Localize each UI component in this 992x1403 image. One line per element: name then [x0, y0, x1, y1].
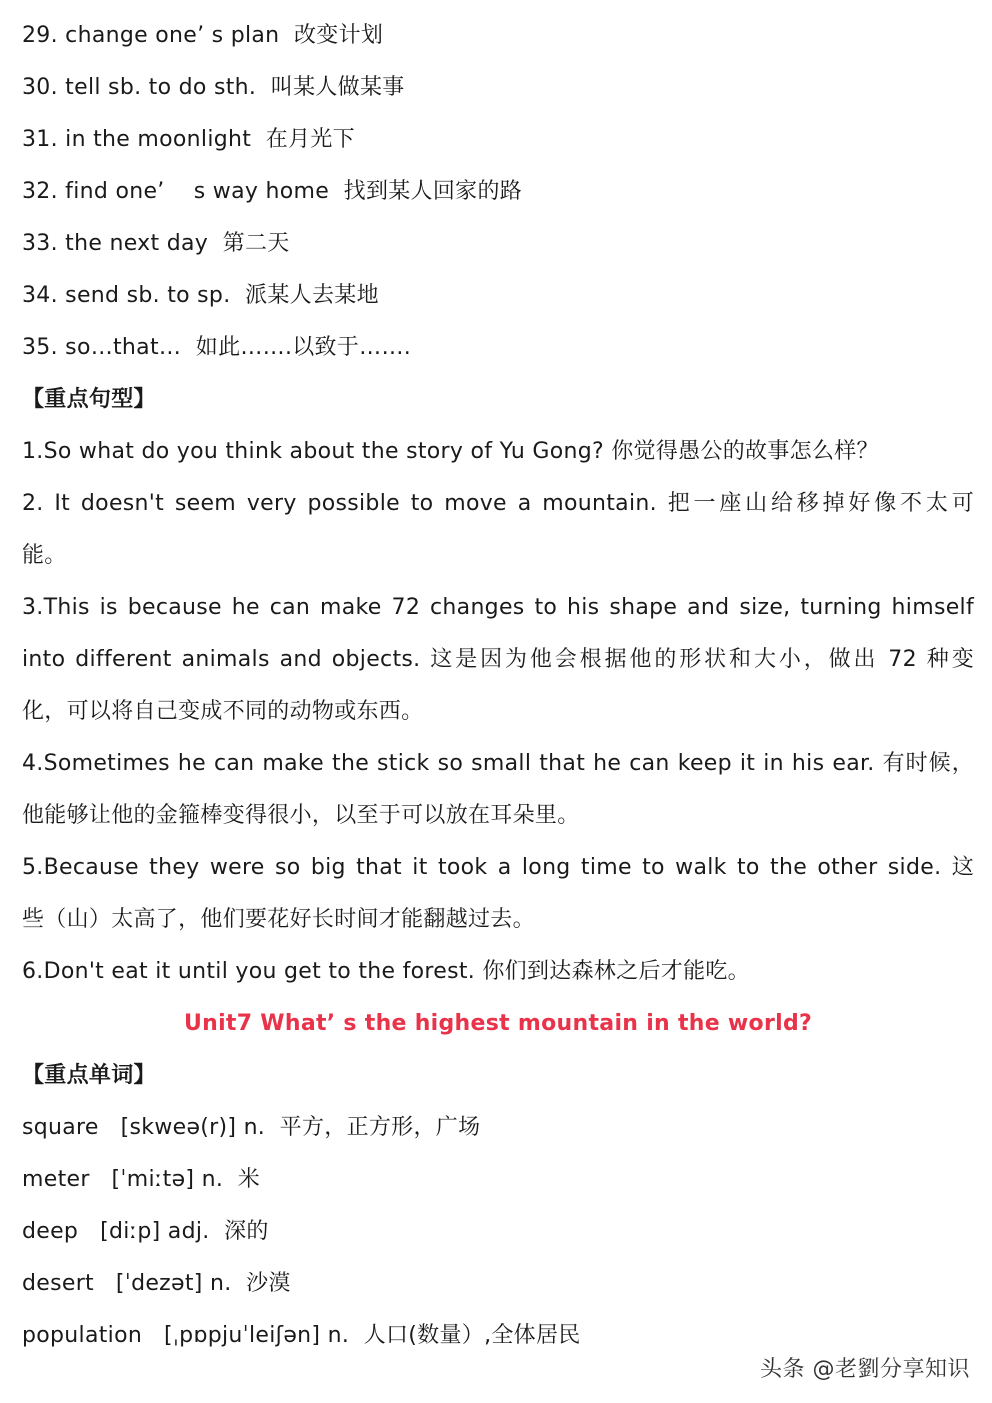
sentence-3-line-3: 化，可以将自己变成不同的动物或东西。: [22, 699, 424, 724]
unit-title: Unit7 What’ s the highest mountain in the world?: [183, 1011, 813, 1036]
phrase-30: 30. tell sb. to do sth. 叫某人做某事: [22, 75, 405, 100]
sentence-5-line-1: 5.Because they were so big that it took a long time to walk to the other side. 这: [22, 855, 974, 880]
phrase-32: 32. find one’ s way home 找到某人回家的路: [22, 179, 523, 204]
vocab-meter: meter [ˈmiːtə] n. 米: [22, 1167, 260, 1192]
key-words-heading: 【重点单词】: [22, 1063, 156, 1088]
sentence-2-line-2: 能。: [22, 543, 67, 568]
phrase-33: 33. the next day 第二天: [22, 231, 290, 256]
watermark: 头条 @老劉分享知识: [760, 1357, 970, 1382]
sentence-6: 6.Don't eat it until you get to the forest. 你们到达森林之后才能吃。: [22, 959, 750, 984]
phrase-29: 29. change one’ s plan 改变计划: [22, 23, 384, 48]
vocab-deep: deep [diːp] adj. 深的: [22, 1219, 269, 1244]
vocab-square: square [skweə(r)] n. 平方，正方形，广场: [22, 1115, 481, 1140]
vocab-desert: desert [ˈdezət] n. 沙漠: [22, 1271, 291, 1296]
sentence-4-line-2: 他能够让他的金箍棒变得很小，以至于可以放在耳朵里。: [22, 803, 580, 828]
sentence-2-line-1: 2. It doesn't seem very possible to move a mountain. 把一座山给移掉好像不太可: [22, 491, 974, 516]
vocab-population: population [ˌpɒpjuˈleiʃən] n. 人口(数量）,全体居民: [22, 1323, 581, 1348]
sentence-3-line-2: into different animals and objects. 这是因为他会根据他的形状和大小，做出 72 种变: [22, 647, 974, 672]
document-page: [22, 10, 974, 1362]
key-sentences-heading: 【重点句型】: [22, 387, 156, 412]
phrase-34: 34. send sb. to sp. 派某人去某地: [22, 283, 379, 308]
sentence-5-line-2: 些（山）太高了，他们要花好长时间才能翻越过去。: [22, 907, 535, 932]
sentence-4-line-1: 4.Sometimes he can make the stick so small that he can keep it in his ear. 有时候，: [22, 751, 974, 776]
phrase-35: 35. so…that… 如此…….以致于…….: [22, 335, 412, 360]
sentence-1: 1.So what do you think about the story of Yu Gong? 你觉得愚公的故事怎么样？: [22, 439, 879, 464]
sentence-3-line-1: 3.This is because he can make 72 changes to his shape and size, turning himself: [22, 595, 974, 620]
phrase-31: 31. in the moonlight 在月光下: [22, 127, 355, 152]
